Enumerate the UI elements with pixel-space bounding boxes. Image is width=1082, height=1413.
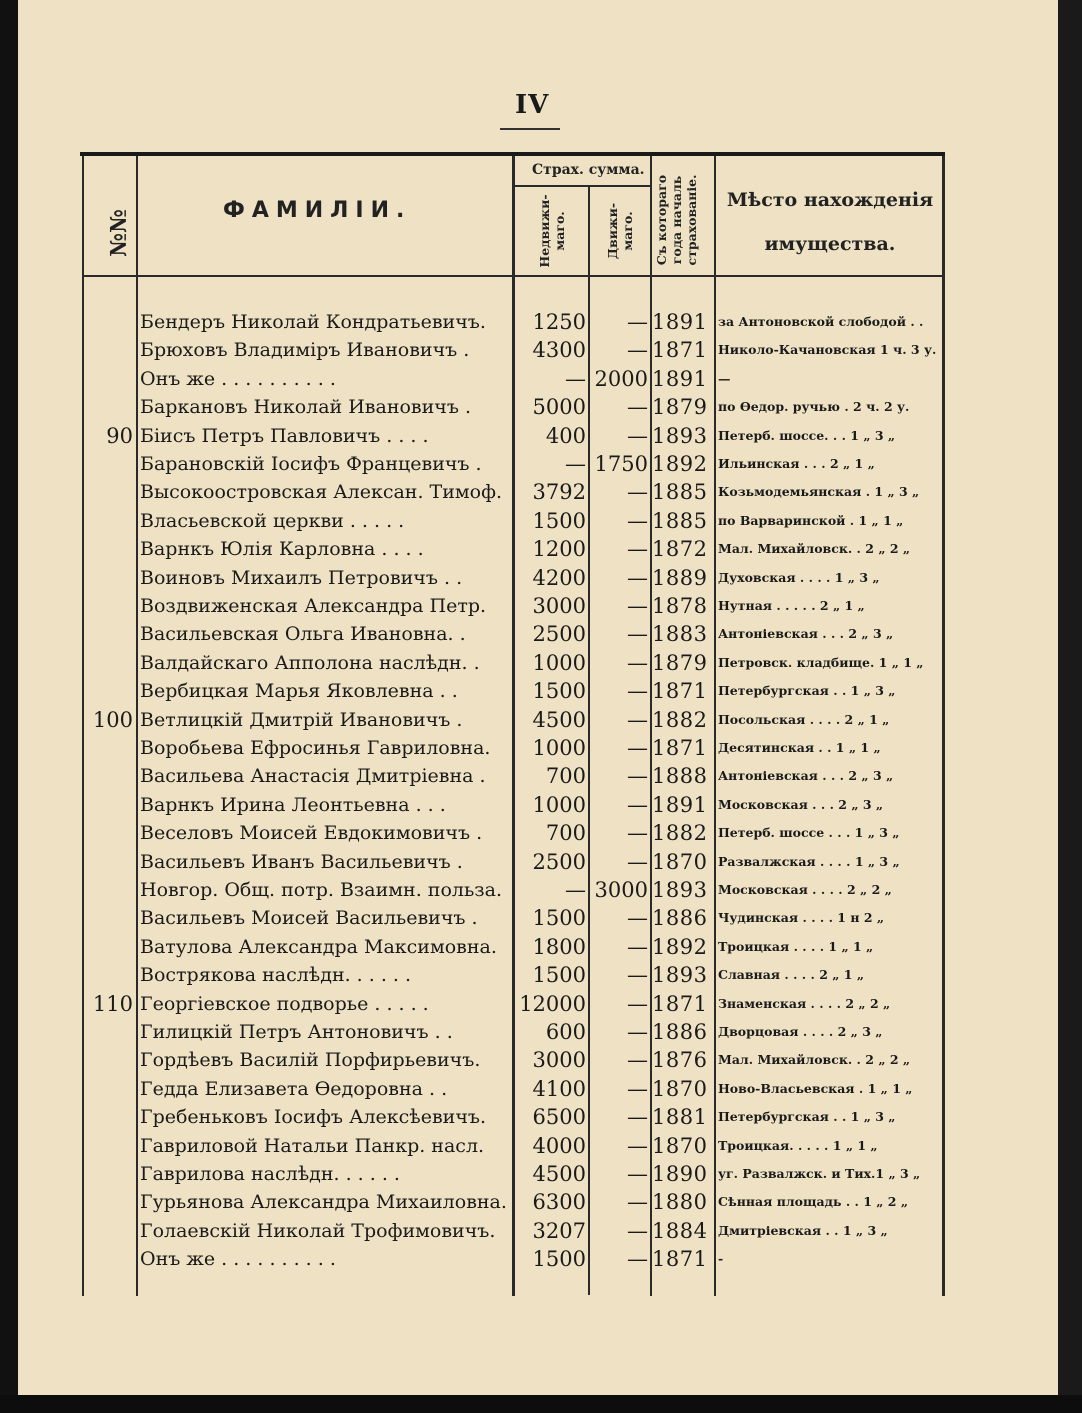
movable-sum: —	[627, 792, 648, 817]
table-row	[0, 1217, 1040, 1245]
property-location: Троицкая . . . . 1 „ 1 „	[718, 938, 874, 954]
start-year: 1888	[652, 764, 708, 789]
table-row	[0, 848, 1040, 876]
real-estate-sum: 4500	[532, 707, 586, 732]
start-year: 1878	[652, 594, 708, 618]
movable-sum: —	[627, 338, 648, 363]
start-year: 1890	[652, 1162, 708, 1186]
real-estate-sum: 1800	[532, 934, 586, 959]
real-estate-sum: 4000	[532, 1133, 586, 1158]
owner-name: Васильева Анастасія Дмитріевна .	[140, 765, 486, 788]
start-year: 1885	[652, 508, 708, 533]
movable-sum: —	[627, 1048, 648, 1073]
table-row	[0, 365, 1040, 393]
owner-name: Гавриловой Натальи Панкр. насл.	[140, 1134, 485, 1157]
property-location: Посольская . . . . 2 „ 1 „	[718, 711, 890, 727]
real-estate-sum: —	[565, 452, 586, 476]
real-estate-sum: 700	[545, 821, 586, 846]
start-year: 1891	[652, 792, 708, 817]
owner-name: Барановскій Іосифъ Францевичъ .	[140, 453, 482, 475]
movable-sum: —	[627, 906, 648, 931]
owner-name: Ветлицкій Дмитрій Ивановичъ .	[140, 708, 463, 731]
header-location: Мѣсто нахожденія имущества.	[726, 189, 934, 255]
movable-sum: —	[627, 650, 648, 675]
real-estate-sum: 1200	[532, 537, 586, 562]
real-estate-sum: —	[565, 366, 586, 391]
real-estate-sum: 1500	[532, 906, 586, 931]
start-year: 1879	[652, 395, 708, 420]
real-estate-sum: 3207	[532, 1218, 586, 1243]
property-location: уг. Развалжск. и Тих.1 „ 3 „	[718, 1166, 921, 1181]
owner-name: Онъ же . . . . . . . . . .	[140, 367, 336, 390]
owner-name: Вербицкая Марья Яковлевна . .	[140, 680, 458, 703]
property-location: Знаменская . . . . 2 „ 2 „	[718, 995, 891, 1011]
movable-sum: —	[627, 565, 648, 590]
start-year: 1883	[652, 622, 708, 647]
movable-sum: —	[627, 594, 648, 618]
owner-name: Варнкъ Ирина Леонтьевна . . .	[140, 793, 446, 816]
table-row	[0, 876, 1040, 904]
movable-sum: —	[627, 963, 648, 988]
real-estate-sum: 12000	[519, 991, 586, 1016]
real-estate-sum: 1000	[532, 650, 586, 675]
table-row	[0, 677, 1040, 705]
table-row	[0, 1132, 1040, 1160]
table-row	[0, 620, 1040, 648]
property-location: Ново-Власьевская . 1 „ 1 „	[718, 1080, 913, 1096]
start-year: 1871	[652, 991, 708, 1016]
owner-name: Бендеръ Николай Кондратьевичъ.	[140, 311, 486, 333]
real-estate-sum: 1500	[532, 963, 586, 988]
table-row	[0, 1160, 1040, 1188]
start-year: 1880	[652, 1190, 708, 1215]
table-row	[0, 961, 1040, 989]
header-real-estate: Недвижи- маго.	[537, 194, 567, 268]
movable-sum: —	[627, 423, 648, 448]
movable-sum: —	[627, 1105, 648, 1130]
property-location: Сѣнная площадь . . 1 „ 2 „	[718, 1194, 909, 1210]
owner-name: Біисъ Петръ Павловичъ . . . .	[140, 424, 429, 447]
table-row	[0, 336, 1040, 364]
owner-name: Голаевскій Николай Трофимовичъ.	[140, 1219, 496, 1242]
start-year: 1886	[652, 1020, 708, 1044]
owner-name: Гаврилова наслѣдн. . . . . .	[140, 1163, 400, 1185]
property-location: Духовская . . . . 1 „ 3 „	[718, 569, 880, 585]
table-row	[0, 933, 1040, 961]
property-location: Славная . . . . 2 „ 1 „	[718, 967, 865, 983]
real-estate-sum: 600	[545, 1020, 586, 1044]
table-row	[0, 819, 1040, 847]
real-estate-sum: 5000	[532, 395, 586, 420]
movable-sum: —	[627, 537, 648, 562]
real-estate-sum: 1250	[532, 310, 586, 334]
property-location: Петерб. шоссе. . . 1 „ 3 „	[718, 427, 896, 443]
real-estate-sum: 1500	[532, 679, 586, 704]
movable-sum: —	[627, 1076, 648, 1101]
owner-name: Васильевская Ольга Ивановна. .	[140, 623, 466, 646]
start-year: 1871	[652, 338, 708, 363]
owner-name: Брюховъ Владиміръ Ивановичъ .	[140, 339, 470, 362]
table-row	[0, 1245, 1040, 1273]
page-number-rule	[500, 128, 560, 130]
start-year: 1870	[652, 1133, 708, 1158]
movable-sum: —	[627, 821, 648, 846]
movable-sum: —	[627, 480, 648, 505]
movable-sum: —	[627, 310, 648, 334]
table-row	[0, 1188, 1040, 1216]
start-year: 1876	[652, 1048, 708, 1073]
real-estate-sum: 3000	[532, 1048, 586, 1073]
property-location: за Антоновской слободой . .	[718, 314, 924, 329]
movable-sum: —	[627, 395, 648, 420]
property-location: Петерб. шоссе . . . 1 „ 3 „	[718, 825, 900, 841]
real-estate-sum: 3792	[532, 480, 586, 505]
real-estate-sum: 4100	[532, 1076, 586, 1101]
table-row	[0, 791, 1040, 819]
movable-sum: —	[627, 1218, 648, 1243]
property-location: Мал. Михайловск. . 2 „ 2 „	[718, 541, 911, 557]
start-year: 1893	[652, 423, 708, 448]
table-row	[0, 1075, 1040, 1103]
table-row	[0, 734, 1040, 762]
movable-sum: —	[627, 622, 648, 647]
table-row	[0, 308, 1040, 336]
real-estate-sum: —	[565, 878, 586, 902]
real-estate-sum: 400	[545, 423, 586, 448]
owner-name: Гурьянова Александра Михаиловна.	[140, 1191, 507, 1214]
movable-sum: —	[627, 1020, 648, 1044]
movable-sum: 2000	[594, 366, 648, 391]
owner-name: Васильевъ Моисей Васильевичъ .	[140, 907, 478, 930]
movable-sum: —	[627, 764, 648, 789]
start-year: 1891	[652, 366, 708, 391]
real-estate-sum: 700	[545, 764, 586, 789]
property-location: Петербургская . . 1 „ 3 „	[718, 1109, 896, 1125]
start-year: 1871	[652, 679, 708, 704]
property-location: Антоніевская . . . 2 „ 3 „	[718, 768, 894, 784]
property-location: Мал. Михайловск. . 2 „ 2 „	[718, 1052, 911, 1068]
page-bottom-edge	[0, 1395, 1082, 1413]
property-location: Нутная . . . . . 2 „ 1 „	[718, 598, 865, 613]
table-row	[0, 649, 1040, 677]
start-year: 1892	[652, 452, 708, 476]
movable-sum: —	[627, 736, 648, 760]
start-year: 1893	[652, 878, 708, 902]
start-year: 1893	[652, 963, 708, 988]
movable-sum: —	[627, 508, 648, 533]
row-number: 110	[92, 991, 133, 1016]
real-estate-sum: 1000	[532, 736, 586, 760]
table-row	[0, 450, 1040, 478]
table-row	[0, 564, 1040, 592]
property-location: Дворцовая . . . . 2 „ 3 „	[718, 1024, 883, 1039]
owner-name: Баркановъ Николай Ивановичъ .	[140, 396, 472, 419]
owner-name: Гребеньковъ Іосифъ Алексѣевичъ.	[140, 1106, 487, 1129]
table-row	[0, 535, 1040, 563]
header-movable: Движи- маго.	[605, 202, 635, 260]
movable-sum: —	[627, 1133, 648, 1158]
property-location: Дмитріевская . . 1 „ 3 „	[718, 1222, 888, 1238]
owner-name: Георгіевское подворье . . . . .	[140, 992, 429, 1015]
start-year: 1871	[652, 736, 708, 760]
header-insured-sum: Страх. сумма.	[532, 162, 645, 178]
movable-sum: —	[627, 1162, 648, 1186]
table-row	[0, 422, 1040, 450]
row-number: 100	[92, 707, 133, 732]
real-estate-sum: 1500	[532, 508, 586, 533]
table-row	[0, 478, 1040, 506]
property-location: по Варваринской . 1 „ 1 „	[718, 512, 904, 528]
start-year: 1870	[652, 849, 708, 874]
owner-name: Вострякова наслѣдн. . . . . .	[140, 964, 412, 987]
real-estate-sum: 4500	[532, 1162, 586, 1186]
property-location: Московская . . . . 2 „ 2 „	[718, 882, 892, 897]
book-spine	[1058, 0, 1082, 1413]
start-year: 1872	[652, 537, 708, 562]
property-location: Ильинская . . . 2 „ 1 „	[718, 456, 875, 471]
sum-header-rule	[514, 185, 650, 187]
table-row	[0, 990, 1040, 1018]
property-location: Троицкая. . . . . 1 „ 1 „	[718, 1137, 878, 1153]
start-year: 1881	[652, 1105, 708, 1130]
header-names: ФАМИЛІИ.	[223, 198, 412, 223]
table-row	[0, 762, 1040, 790]
movable-sum: —	[627, 991, 648, 1016]
real-estate-sum: 2500	[532, 849, 586, 874]
start-year: 1882	[652, 821, 708, 846]
property-location: -	[718, 1251, 724, 1267]
row-number: 90	[106, 423, 133, 448]
property-location: по Ѳедор. ручью . 2 ч. 2 у.	[718, 399, 910, 415]
real-estate-sum: 3000	[532, 594, 586, 618]
owner-name: Веселовъ Моисей Евдокимовичъ .	[140, 822, 483, 845]
movable-sum: 1750	[594, 452, 648, 476]
owner-name: Гордѣевъ Василій Порфирьевичъ.	[140, 1049, 481, 1072]
owner-name: Воробьева Ефросинья Гавриловна.	[140, 737, 491, 759]
owner-name: Валдайскаго Апполона наслѣдн. .	[140, 651, 480, 674]
property-location: Петровск. кладбище. 1 „ 1 „	[718, 654, 924, 670]
real-estate-sum: 1500	[532, 1247, 586, 1272]
owner-name: Гилицкій Петръ Антоновичъ . .	[140, 1021, 453, 1043]
header-year-start: Съ котораго года началь страхованіе.	[654, 174, 699, 266]
owner-name: Гедда Елизавета Ѳедоровна . .	[140, 1077, 448, 1100]
header-number: №№	[105, 209, 132, 257]
start-year: 1871	[652, 1247, 708, 1272]
property-location: Николо-Качановская 1 ч. 3 у.	[718, 342, 937, 358]
property-location: Чудинская . . . . 1 н 2 „	[718, 910, 885, 926]
property-location: Десятинская . . 1 „ 1 „	[718, 740, 881, 755]
table-row	[0, 393, 1040, 421]
start-year: 1884	[652, 1218, 708, 1243]
real-estate-sum: 6300	[532, 1190, 586, 1215]
movable-sum: —	[627, 707, 648, 732]
table-row	[0, 1018, 1040, 1046]
start-year: 1889	[652, 565, 708, 590]
start-year: 1892	[652, 934, 708, 959]
page-number: IV	[515, 90, 550, 120]
property-location: Московская . . . 2 „ 3 „	[718, 796, 884, 812]
table-row	[0, 507, 1040, 535]
owner-name: Васильевъ Иванъ Васильевичъ .	[140, 850, 463, 873]
movable-sum: —	[627, 679, 648, 704]
real-estate-sum: 4300	[532, 338, 586, 363]
property-location: Развалжская . . . . 1 „ 3 „	[718, 853, 900, 869]
movable-sum: —	[627, 849, 648, 874]
movable-sum: —	[627, 1247, 648, 1272]
start-year: 1891	[652, 310, 708, 334]
start-year: 1870	[652, 1076, 708, 1101]
owner-name: Варнкъ Юлія Карловна . . . .	[140, 538, 424, 561]
owner-name: Власьевской церкви . . . . .	[140, 509, 405, 532]
table-row	[0, 904, 1040, 932]
movable-sum: 3000	[594, 878, 648, 902]
owner-name: Ватулова Александра Максимовна.	[140, 935, 497, 958]
owner-name: Воиновъ Михаилъ Петровичъ . .	[140, 566, 463, 589]
real-estate-sum: 1000	[532, 792, 586, 817]
real-estate-sum: 6500	[532, 1105, 586, 1130]
start-year: 1882	[652, 707, 708, 732]
table-row	[0, 706, 1040, 734]
property-location: Антоніевская . . . 2 „ 3 „	[718, 626, 894, 642]
property-location: —	[718, 370, 731, 386]
owner-name: Воздвиженская Александра Петр.	[140, 595, 487, 617]
table-row	[0, 1046, 1040, 1074]
owner-name: Высокоостровская Алексан. Тимоф.	[140, 481, 502, 504]
movable-sum: —	[627, 934, 648, 959]
start-year: 1879	[652, 650, 708, 675]
real-estate-sum: 2500	[532, 622, 586, 647]
start-year: 1886	[652, 906, 708, 931]
owner-name: Новгор. Общ. потр. Взаимн. польза.	[140, 879, 503, 901]
real-estate-sum: 4200	[532, 565, 586, 590]
start-year: 1885	[652, 480, 708, 505]
property-location: Петербургская . . 1 „ 3 „	[718, 683, 896, 699]
movable-sum: —	[627, 1190, 648, 1215]
property-location: Козьмодемьянская . 1 „ 3 „	[718, 484, 920, 500]
table-row	[0, 592, 1040, 620]
owner-name: Онъ же . . . . . . . . . .	[140, 1248, 336, 1271]
table-row	[0, 1103, 1040, 1131]
